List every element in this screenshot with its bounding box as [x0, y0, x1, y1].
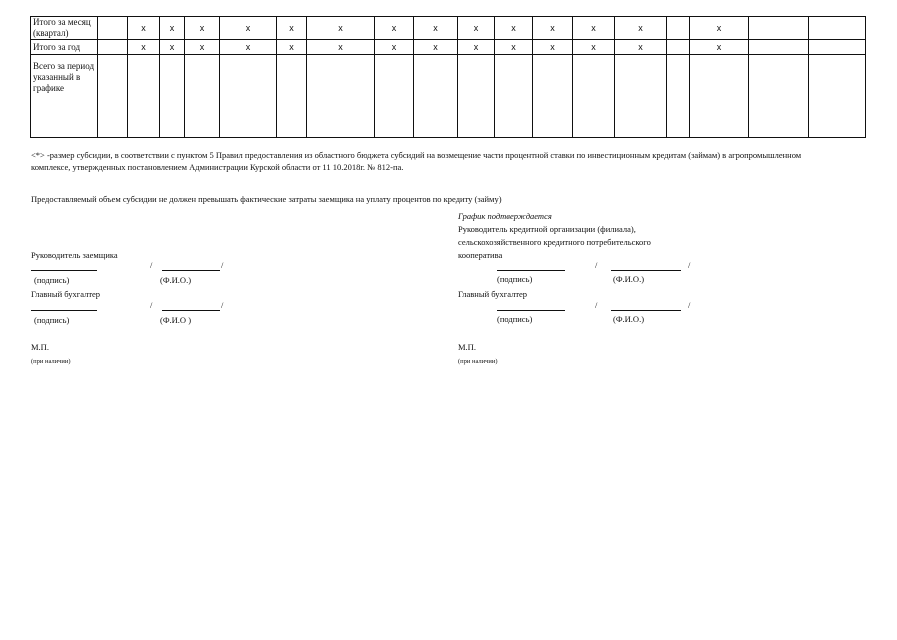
table-cell: x	[307, 40, 375, 55]
table-cell	[690, 55, 749, 138]
table-cell	[375, 55, 414, 138]
name-label: (Ф.И.О )	[160, 315, 192, 325]
approval-heading: График подтверждается	[458, 211, 552, 221]
table-cell: x	[690, 17, 749, 40]
table-cell: x	[533, 17, 573, 40]
table-cell	[533, 55, 573, 138]
table-cell	[749, 40, 809, 55]
table-cell	[185, 55, 220, 138]
table-cell	[98, 17, 128, 40]
slash-separator: /	[595, 300, 598, 310]
table-cell	[573, 55, 615, 138]
table-cell: x	[495, 40, 533, 55]
signature-label: (подпись)	[34, 315, 70, 325]
table-cell	[809, 55, 866, 138]
name-label: (Ф.И.О.)	[613, 274, 645, 284]
name-label: (Ф.И.О.)	[160, 275, 192, 285]
row-label: Итого за год	[31, 40, 98, 55]
table-cell	[458, 55, 495, 138]
table-cell	[809, 17, 866, 40]
table-cell: x	[458, 17, 495, 40]
bank-accountant-title: Главный бухгалтер	[458, 289, 528, 299]
table-cell	[615, 55, 667, 138]
slash-separator: /	[150, 260, 153, 270]
table-cell: x	[185, 17, 220, 40]
table-row	[31, 40, 866, 55]
bank-head-title-line-1: Руководитель кредитной организации (филиала),	[458, 224, 636, 234]
stamp-note: (при наличии)	[458, 358, 498, 365]
table-cell	[98, 55, 128, 138]
stamp-note: (при наличии)	[31, 358, 71, 365]
bank-accountant-name-line	[611, 310, 681, 311]
borrower-accountant-name-line	[162, 310, 220, 311]
table-cell: x	[690, 40, 749, 55]
table-cell: x	[277, 17, 307, 40]
slash-separator: /	[688, 260, 691, 270]
bank-head-title-line-2: сельскохозяйственного кредитного потребительского	[458, 237, 651, 247]
table-cell: x	[533, 40, 573, 55]
table-cell	[667, 40, 690, 55]
bank-head-name-line	[611, 270, 681, 271]
table-cell: x	[458, 40, 495, 55]
stamp-label: М.П.	[31, 342, 49, 352]
table-cell	[277, 55, 307, 138]
table-cell: x	[220, 40, 277, 55]
table-cell	[749, 17, 809, 40]
table-cell	[98, 40, 128, 55]
slash-separator: /	[595, 260, 598, 270]
table-cell: x	[615, 40, 667, 55]
slash-separator: /	[150, 300, 153, 310]
table-cell	[307, 55, 375, 138]
table-cell: x	[414, 40, 458, 55]
table-cell: x	[277, 40, 307, 55]
table-cell: x	[307, 17, 375, 40]
table-cell: x	[160, 17, 185, 40]
bank-head-signature-line	[497, 270, 565, 271]
name-label: (Ф.И.О.)	[613, 314, 645, 324]
table-cell: x	[160, 40, 185, 55]
table-cell: x	[128, 17, 160, 40]
borrower-head-signature-line	[31, 270, 97, 271]
table-cell	[667, 55, 690, 138]
bank-accountant-signature-line	[497, 310, 565, 311]
row-label: Итого за месяц (квартал)	[31, 17, 98, 40]
signature-label: (подпись)	[497, 274, 533, 284]
slash-separator: /	[688, 300, 691, 310]
row-label: Всего за период указанный в графике	[31, 55, 98, 138]
footnote-line-2: комплексе, утвержденных постановлением Администрации Курской области от 11 10.2018г. № 812-па.	[31, 162, 404, 172]
table-cell	[414, 55, 458, 138]
table-cell	[128, 55, 160, 138]
signature-label: (подпись)	[34, 275, 70, 285]
stamp-label: М.П.	[458, 342, 476, 352]
table-cell: x	[375, 17, 414, 40]
subsidy-schedule-table	[30, 16, 866, 138]
slash-separator: /	[221, 300, 224, 310]
table-cell	[749, 55, 809, 138]
borrower-accountant-signature-line	[31, 310, 97, 311]
slash-separator: /	[221, 260, 224, 270]
table-cell: x	[414, 17, 458, 40]
table-cell: x	[185, 40, 220, 55]
table-cell: x	[375, 40, 414, 55]
table-cell: x	[573, 40, 615, 55]
borrower-accountant-title: Главный бухгалтер	[31, 289, 101, 299]
table-row	[31, 55, 866, 138]
table-cell: x	[495, 17, 533, 40]
table-cell: x	[128, 40, 160, 55]
table-cell	[495, 55, 533, 138]
signature-label: (подпись)	[497, 314, 533, 324]
borrower-head-title: Руководитель заемщика	[31, 250, 118, 260]
table-cell	[667, 17, 690, 40]
bank-head-title-line-3: кооператива	[458, 250, 503, 260]
table-row	[31, 17, 866, 40]
table-cell: x	[573, 17, 615, 40]
table-cell	[809, 40, 866, 55]
table-cell: x	[220, 17, 277, 40]
table-cell	[220, 55, 277, 138]
subsidy-limit-notice: Предоставляемый объем субсидии не должен превышать фактические затраты заемщика на уплату процентов по кредиту (займу)	[31, 194, 502, 204]
table-cell	[160, 55, 185, 138]
table-cell: x	[615, 17, 667, 40]
footnote-line-1: <*> -размер субсидии, в соответствии с пунктом 5 Правил предоставления из областного бюджета субсидий на возмещение части процентной ставки по инвестиционным кредитам (займам) в агропромышленном	[31, 150, 802, 160]
borrower-head-name-line	[162, 270, 220, 271]
